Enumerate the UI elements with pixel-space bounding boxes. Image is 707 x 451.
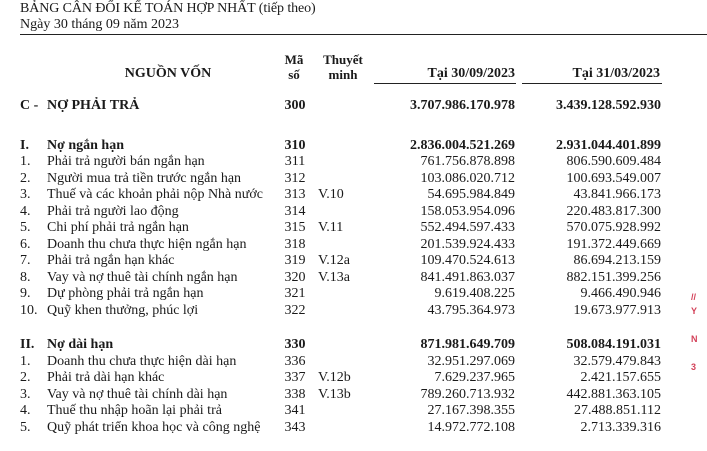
row-number: 7.	[20, 253, 31, 268]
row-label: Quỹ phát triển khoa học và công nghệ	[47, 420, 261, 435]
row-label: Người mua trả tiền trước ngắn hạn	[47, 171, 242, 186]
row-number: II.	[20, 337, 35, 352]
row-label: Thuế thu nhập hoãn lại phải trả	[47, 403, 222, 418]
row-code: 300	[284, 98, 306, 113]
document-title: BẢNG CÂN ĐỐI KẾ TOÁN HỢP NHẤT (tiếp theo)	[20, 1, 316, 16]
row-number: 2.	[20, 171, 31, 186]
table-row	[0, 186, 707, 203]
row-number: 2.	[20, 370, 31, 385]
header-underline-current	[374, 83, 516, 84]
row-number: 9.	[20, 286, 31, 301]
table-row	[0, 97, 707, 114]
header-source: NGUỒN VỐN	[124, 66, 212, 81]
row-label: Nợ ngắn hạn	[47, 138, 125, 153]
row-number: C -	[20, 98, 39, 113]
table-row	[0, 369, 707, 386]
row-value-prior: 27.488.851.112	[574, 403, 661, 418]
header-code-line1: Mã	[284, 52, 304, 67]
row-value-prior: 32.579.479.843	[573, 354, 661, 369]
row-value-current: 54.695.984.849	[427, 187, 515, 202]
row-label: Dự phòng phải trả ngắn hạn	[47, 286, 204, 301]
stamp-text: //	[691, 292, 697, 302]
row-code: 312	[284, 171, 306, 186]
row-number: 8.	[20, 270, 31, 285]
row-code: 315	[284, 220, 306, 235]
row-value-current: 871.981.649.709	[420, 337, 515, 352]
row-value-current: 27.167.398.355	[427, 403, 515, 418]
stamp-text: N	[691, 334, 698, 344]
stamp-text: Y	[691, 306, 698, 316]
row-value-prior: 570.075.928.992	[566, 220, 661, 235]
row-label: Thuế và các khoản phải nộp Nhà nước	[47, 187, 263, 202]
row-value-prior: 3.439.128.592.930	[556, 98, 661, 113]
table-row	[0, 353, 707, 370]
row-note: V.13a	[318, 270, 351, 285]
row-value-prior: 43.841.966.173	[573, 187, 661, 202]
row-label: Phải trả người lao động	[47, 204, 179, 219]
row-value-current: 7.629.237.965	[434, 370, 515, 385]
table-row	[0, 336, 707, 353]
row-code: 319	[284, 253, 306, 268]
row-value-prior: 2.931.044.401.899	[556, 138, 661, 153]
row-number: 1.	[20, 354, 31, 369]
header-period-current: Tại 30/09/2023	[427, 66, 515, 81]
row-value-prior: 806.590.609.484	[566, 154, 661, 169]
row-value-prior: 191.372.449.669	[566, 237, 661, 252]
row-label: Quỹ khen thưởng, phúc lợi	[47, 303, 199, 318]
row-value-current: 789.260.713.932	[420, 387, 515, 402]
row-label: Doanh thu chưa thực hiện ngắn hạn	[47, 237, 247, 252]
row-value-prior: 508.084.191.031	[566, 337, 661, 352]
table-row	[0, 219, 707, 236]
row-number: 10.	[20, 303, 38, 318]
header-note-line1: Thuyết	[323, 52, 363, 67]
table-row	[0, 402, 707, 419]
row-value-current: 3.707.986.170.978	[410, 98, 515, 113]
title-divider	[20, 34, 707, 35]
table-row	[0, 170, 707, 187]
header-code-line2: số	[288, 67, 300, 82]
row-label: NỢ PHẢI TRẢ	[47, 98, 140, 113]
table-row	[0, 203, 707, 220]
header-note-line2: minh	[328, 67, 358, 82]
row-value-current: 2.836.004.521.269	[410, 138, 515, 153]
row-value-prior: 100.693.549.007	[566, 171, 661, 186]
table-row	[0, 302, 707, 319]
row-value-current: 103.086.020.712	[420, 171, 515, 186]
table-row	[0, 137, 707, 154]
row-label: Chi phí phải trả ngắn hạn	[47, 220, 189, 235]
row-note: V.12b	[318, 370, 351, 385]
row-value-prior: 9.466.490.946	[580, 286, 661, 301]
row-label: Nợ dài hạn	[47, 337, 114, 352]
row-code: 330	[284, 337, 306, 352]
document-date: Ngày 30 tháng 09 năm 2023	[20, 17, 180, 32]
row-code: 343	[284, 420, 306, 435]
row-label: Phải trả ngắn hạn khác	[47, 253, 175, 268]
row-value-current: 201.539.924.433	[420, 237, 515, 252]
row-number: 4.	[20, 204, 31, 219]
row-value-current: 109.470.524.613	[420, 253, 515, 268]
row-value-current: 552.494.597.433	[420, 220, 515, 235]
table-row	[0, 419, 707, 436]
row-value-prior: 442.881.363.105	[566, 387, 661, 402]
table-row	[0, 269, 707, 286]
table-row	[0, 252, 707, 269]
row-note: V.10	[318, 187, 344, 202]
row-code: 318	[284, 237, 306, 252]
row-code: 337	[284, 370, 306, 385]
row-number: I.	[20, 138, 29, 153]
row-number: 1.	[20, 154, 31, 169]
row-value-prior: 19.673.977.913	[573, 303, 661, 318]
row-value-current: 43.795.364.973	[427, 303, 515, 318]
row-code: 322	[284, 303, 306, 318]
header-code	[283, 52, 305, 82]
row-number: 6.	[20, 237, 31, 252]
table-row	[0, 386, 707, 403]
row-value-prior: 2.713.339.316	[580, 420, 661, 435]
row-value-prior: 86.694.213.159	[573, 253, 661, 268]
row-code: 320	[284, 270, 306, 285]
header-note	[318, 52, 368, 82]
row-value-current: 32.951.297.069	[427, 354, 515, 369]
row-code: 321	[284, 286, 306, 301]
row-value-current: 158.053.954.096	[420, 204, 515, 219]
row-label: Vay và nợ thuê tài chính ngắn hạn	[47, 270, 238, 285]
row-code: 314	[284, 204, 306, 219]
row-value-current: 841.491.863.037	[420, 270, 515, 285]
row-number: 3.	[20, 187, 31, 202]
row-label: Phải trả dài hạn khác	[47, 370, 165, 385]
row-note: V.13b	[318, 387, 351, 402]
row-value-current: 9.619.408.225	[434, 286, 515, 301]
row-value-prior: 220.483.817.300	[566, 204, 661, 219]
table-row	[0, 285, 707, 302]
row-code: 341	[284, 403, 306, 418]
row-code: 338	[284, 387, 306, 402]
row-label: Doanh thu chưa thực hiện dài hạn	[47, 354, 237, 369]
row-value-prior: 2.421.157.655	[580, 370, 661, 385]
row-label: Vay và nợ thuê tài chính dài hạn	[47, 387, 228, 402]
row-note: V.11	[318, 220, 344, 235]
table-row	[0, 236, 707, 253]
row-number: 5.	[20, 220, 31, 235]
row-code: 310	[284, 138, 306, 153]
table-row	[0, 153, 707, 170]
row-number: 5.	[20, 420, 31, 435]
row-value-current: 761.756.878.898	[420, 154, 515, 169]
row-value-prior: 882.151.399.256	[566, 270, 661, 285]
row-note: V.12a	[318, 253, 351, 268]
header-underline-prior	[522, 83, 662, 84]
row-code: 313	[284, 187, 306, 202]
row-code: 311	[284, 154, 306, 169]
header-period-prior: Tại 31/03/2023	[572, 66, 660, 81]
row-number: 4.	[20, 403, 31, 418]
stamp-text: 3	[691, 362, 697, 372]
row-value-current: 14.972.772.108	[427, 420, 515, 435]
red-stamp-fragment	[691, 290, 707, 400]
row-label: Phải trả người bán ngắn hạn	[47, 154, 205, 169]
row-number: 3.	[20, 387, 31, 402]
row-code: 336	[284, 354, 306, 369]
